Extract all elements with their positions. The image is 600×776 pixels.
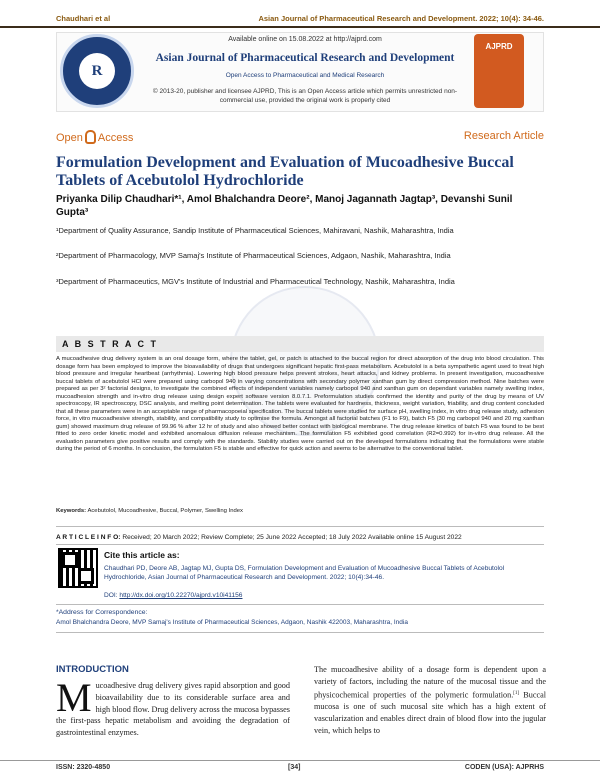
journal-title: Asian Journal of Pharmaceutical Research and Development: [155, 52, 455, 64]
running-header-left: Chaudhari et al: [56, 14, 111, 23]
divider: [56, 526, 544, 527]
citation-text: Chaudhari PD, Deore AB, Jagtap MJ, Gupta DS, Formulation Development and Evaluation of Mucoadhesive Buccal Tablets of Acebutolol Hydrochloride, Asian Journal of Pharmaceutical Research and Development. 2022; 10(4):34-46.: [104, 565, 505, 581]
journal-seal-icon: R: [60, 34, 134, 108]
intro-column-2: The mucoadhesive ability of a dosage form is dependent upon a variety of factors, including the nature of the mucosal tissue and the physicochemical properties of the polymeric formulation.[1] Buccal mucosa is one of such mucosal site which has a high extent of vascularization and enables direct drain of blood flow into the jugular vein, which helps to: [314, 665, 546, 735]
affiliation-1: ¹Department of Quality Assurance, Sandip Institute of Pharmaceutical Sciences, Mahiravani, Nashik, Maharashtra, India: [56, 226, 454, 235]
affiliation-3: ³Department of Pharmaceutics, MGV's Institute of Industrial and Pharmaceutical Technology, Nashik, Maharashtra, India: [56, 277, 455, 286]
running-header: [0, 0, 600, 28]
intro-heading: INTRODUCTION: [56, 664, 129, 675]
author-list: Priyanka Dilip Chaudhari*¹, Amol Bhalchandra Deore², Manoj Jagannath Jagtap³, Devanshi Sunil Gupta³: [56, 194, 513, 218]
article-info: A R T I C L E I N F O: Received; 20 March 2022; Review Complete; 25 June 2022 Accepted; 18 July 2022 Available online 15 August 2022: [56, 534, 462, 541]
affiliation-2: ²Department of Pharmacology, MVP Samaj's Institute of Pharmaceutical Sciences, Adgaon, Nashik, Maharashtra, India: [56, 251, 451, 260]
abstract-heading: A B S T R A C T: [62, 339, 158, 349]
divider: [56, 604, 544, 605]
keywords: Keywords: Acebutolol, Mucoadhesive, Buccal, Polymer, Swelling Index: [56, 508, 243, 514]
ajprd-logo-icon: AJPRD: [474, 34, 524, 108]
issn: ISSN: 2320-4850: [56, 764, 111, 771]
available-online[interactable]: Available online on 15.08.2022 at http://ajprd.com: [228, 36, 382, 43]
correspondence-address: Amol Bhalchandra Deore, MVP Samaj's Institute of Pharmaceutical Sciences, Adgaon, Nashik 422003, Maharashtra, India: [56, 619, 408, 626]
article-title: Formulation Development and Evaluation of Mucoadhesive Buccal Tablets of Acebutolol Hydrochloride: [56, 154, 514, 189]
divider: [56, 632, 544, 633]
doi-line: DOI: http://dx.doi.org/10.22270/ajprd.v10i41156: [104, 592, 243, 599]
page-number: [34]: [288, 764, 301, 771]
coden: CODEN (USA): AJPRHS: [464, 764, 544, 771]
running-header-right: Asian Journal of Pharmaceutical Research and Development. 2022; 10(4): 34-46.: [258, 14, 544, 23]
doi-link[interactable]: http://dx.doi.org/10.22270/ajprd.v10i41156: [119, 592, 243, 599]
qr-code-icon: [58, 548, 98, 588]
page-footer: [0, 760, 600, 776]
abstract-text: A mucoadhesive drug delivery system is an oral dosage form, where the tablet, gel, or patch is attached to the buccal region for direct absorption of the drug into blood circulation. This dosage form has been employed to improve the bioavailability of drugs that undergoes significant hepatic first-pass metabolism. Acebutolol is a beta sympathetic agent used to treat high blood pressure and irregular heartbeat (arrhythmia). Lowering high blood pressure helps prevent strokes, heart attacks, and kidney problems. In present investigation, mucoadhesive buccal tablets of acebutolol HCl were prepared using carbopol 940 in varying concentrations with secondary polymer xanthan gum by direct compression method. Nine batches were prepared as per 3² factorial designs, to investigate the combined effects of independent variables namely carbopol 940 and xanthan gum on dependant variables namely swelling index, mucoadhesion strength and in-vitro drug release using design expert software version 8.0.7.1. Preformulation studies confirmed the identity and purity of the drug by means of UV spectroscopy, IR spectroscopy, DSC analysis, and melting point determination. The tablets were evaluated for hardness, thickness, weight variation, friability, and drug content concluded that all these parameters were in an acceptable range of pharmacopoeial specification. The buccal tablets were studied for surface pH, swelling index, in vitro drug release study, adhesion force, in vitro mucoadhesive strength, stability, and compatibility study to optimise the formula. Amongst all factorial batches (F1 to F9), batch F5 (30 mg carbopol 940 and 20 mg xanthan gum) showed maximum drug release of 99.96 % after 12 hr of study and also showed better contact with biological membrane. The drug release kinetics of batch F5 was found to be best fitted to zero order kinetic model and exhibited anomalous diffusion release mechanism. The formulation F5 exhibited good correlation (R2=0.992) for in-vitro drug release. All the evaluation parameters give positive results and comply with the standards. Stability studies were carried out on the developed formulations indicating that the formulations were stable during the period of 6 months. In conclusion, the formulation F5 is stable and effective for quick action and seems to be alternative to the conventional tablet.: [56, 356, 544, 452]
abstract-heading-bar: [56, 336, 544, 352]
journal-subtitle: Open Access to Pharmaceutical and Medical Research: [225, 72, 385, 79]
license-note: © 2013-20, publisher and licensee AJPRD, This is an Open Access article which permits unrestricted non-commercial use, provided the original work is properly cited: [152, 88, 458, 104]
divider: [56, 544, 544, 545]
article-type: Research Article: [463, 130, 544, 142]
correspondence-heading: *Address for Correspondence:: [56, 609, 148, 616]
intro-column-1: INTRODUCTION M ucoadhesive drug delivery gives rapid absorption and good bioavailability due to its considerable surface area and high blood flow. Drug delivery across the mucosa bypasses the first-pass hepatic metabolism and avoiding the degradation of gastrointestinal enzymes.: [56, 664, 290, 738]
cite-heading: Cite this article as:: [104, 550, 180, 560]
citation-ref[interactable]: [1]: [513, 690, 520, 696]
drop-cap: M: [56, 675, 92, 720]
open-lock-icon: [85, 130, 96, 144]
open-access-badge: Open Access: [56, 132, 134, 144]
